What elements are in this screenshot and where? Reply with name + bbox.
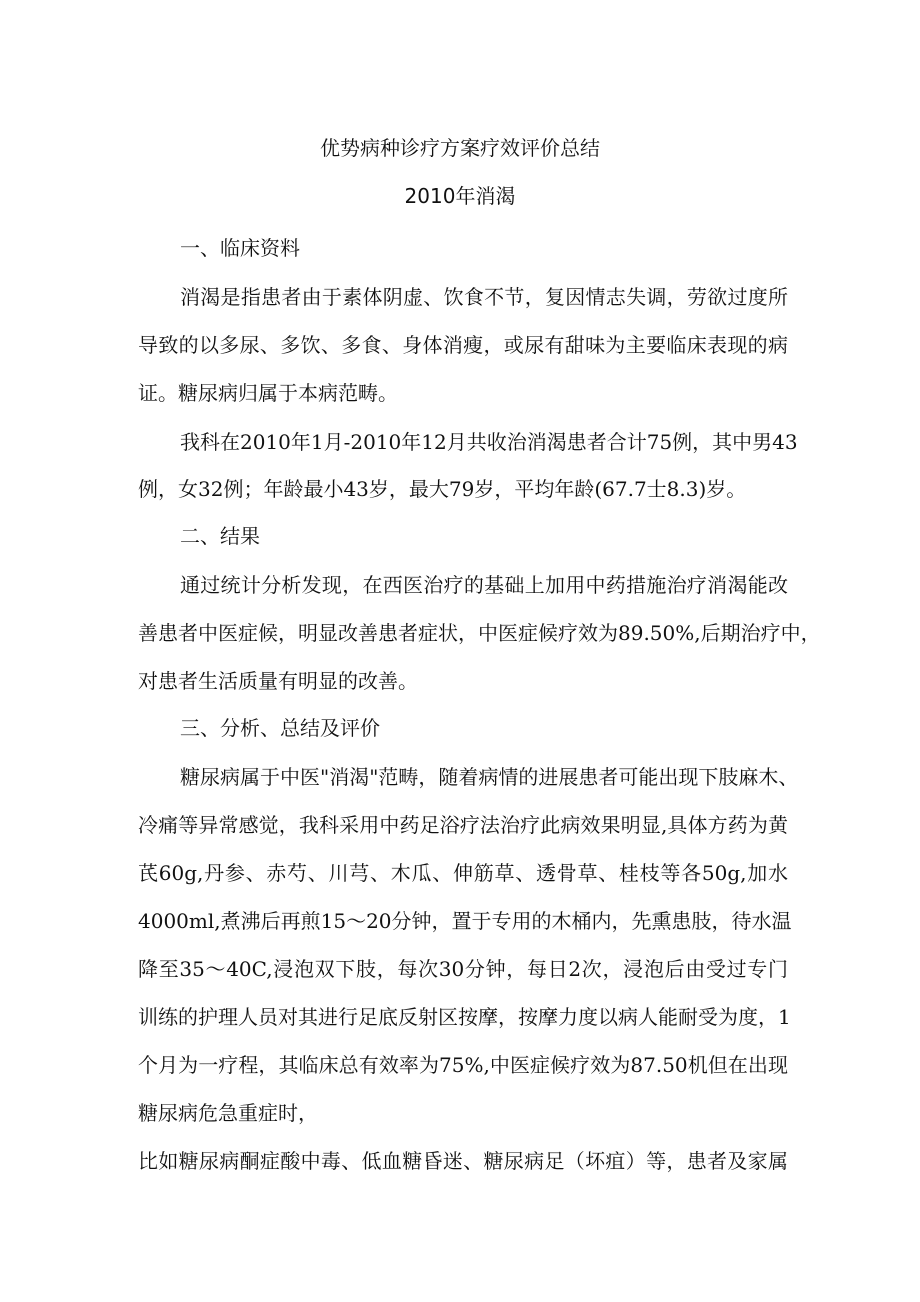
paragraph-line: 导致的以多尿、多饮、多食、身体消瘦，或尿有甜味为主要临床表现的病	[138, 333, 788, 357]
section-heading-clinical-data: 一、临床资料	[180, 236, 300, 260]
document-subtitle: 2010年消渴	[404, 184, 516, 208]
paragraph-line: 芪60g,丹参、赤芍、川芎、木瓜、伸筋草、透骨草、桂枝等各50g,加水	[138, 861, 788, 885]
section-heading-results: 二、结果	[180, 524, 260, 548]
paragraph-line: 比如糖尿病酮症酸中毒、低血糖昏迷、糖尿病足（坏疽）等，患者及家属	[138, 1149, 788, 1173]
paragraph-line: 4000ml,煮沸后再煎15～20分钟，置于专用的木桶内，先熏患肢，待水温	[138, 909, 792, 933]
section-heading-analysis: 三、分析、总结及评价	[180, 716, 380, 740]
paragraph-line: 通过统计分析发现，在西医治疗的基础上加用中药措施治疗消渴能改	[180, 573, 788, 597]
paragraph-line: 对患者生活质量有明显的改善。	[138, 669, 418, 693]
paragraph-line: 个月为一疗程，其临床总有效率为75%,中医症候疗效为87.50机但在出现	[138, 1053, 788, 1077]
paragraph-line: 糖尿病危急重症时，	[138, 1101, 318, 1125]
paragraph-line: 训练的护理人员对其进行足底反射区按摩，按摩力度以病人能耐受为度，1	[138, 1005, 791, 1029]
paragraph-line: 证。糖尿病归属于本病范畴。	[138, 381, 398, 405]
document-title: 优势病种诊疗方案疗效评价总结	[320, 136, 600, 160]
paragraph-line: 我科在2010年1月-2010年12月共收治消渴患者合计75例，其中男43	[180, 430, 798, 454]
paragraph-line: 消渴是指患者由于素体阴虚、饮食不节，复因情志失调，劳欲过度所	[180, 285, 788, 309]
paragraph-line: 善患者中医症候，明显改善患者症状，中医症候疗效为89.50%,后期治疗中，	[138, 621, 821, 645]
paragraph-line: 糖尿病属于中医"消渴"范畴，随着病情的进展患者可能出现下肢麻木、	[180, 765, 799, 789]
paragraph-line: 降至35～40C,浸泡双下肢，每次30分钟，每日2次，浸泡后由受过专门	[138, 957, 788, 981]
paragraph-line: 例，女32例；年龄最小43岁，最大79岁，平均年龄(67.7士8.3)岁。	[138, 477, 747, 501]
paragraph-line: 冷痛等异常感觉，我科采用中药足浴疗法治疗此病效果明显,具体方药为黄	[138, 813, 788, 837]
